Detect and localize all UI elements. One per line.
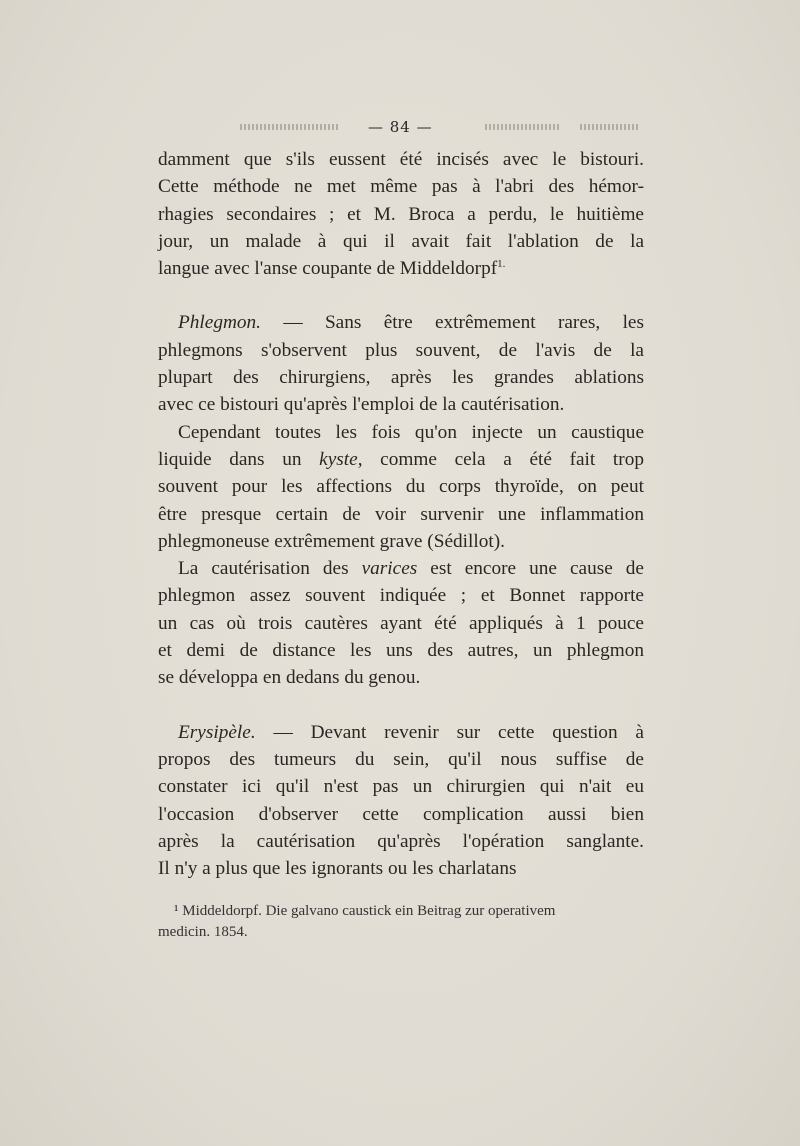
- text-line: Il n'y a plus que les ignorants ou les charlatans: [158, 858, 517, 880]
- text-segment: — Sans être extrêmement rares, les: [261, 312, 644, 334]
- text-line: [158, 446, 644, 473]
- print-smudge: [240, 124, 340, 130]
- paragraph: [158, 309, 644, 418]
- text-segment: La cautérisation des: [178, 558, 349, 580]
- page-number: — 84 —: [368, 118, 433, 136]
- print-smudge: [485, 124, 560, 130]
- italic-term: varices: [361, 558, 418, 580]
- print-smudge: [580, 124, 640, 130]
- text-line: et demi de distance les uns des autres, un phlegmon: [158, 640, 644, 662]
- text-segment: — Devant revenir sur cette question à: [255, 721, 644, 743]
- text-segment: langue avec l'anse coupante de Middeldorpf: [158, 258, 498, 280]
- footnote: [158, 901, 648, 943]
- footnote-line: medicin. 1854.: [158, 924, 248, 940]
- text-line: constater ici qu'il n'est pas un chirurgien qui n'ait eu: [158, 776, 644, 798]
- text-line: Cependant toutes les fois qu'on injecte un caustique: [178, 421, 644, 443]
- text-line: plupart des chirurgiens, après les grandes ablations: [158, 367, 644, 389]
- text-line: damment que s'ils eussent été incisés avec le bistouri.: [158, 149, 644, 170]
- text-line: l'occasion d'observer cette complication aussi bien: [158, 803, 644, 825]
- text-line: [158, 255, 644, 282]
- text-line: souvent pour les affections du corps thyroïde, on peut: [158, 476, 644, 498]
- text-line: phlegmon assez souvent indiquée ; et Bonnet rapporte: [158, 585, 644, 607]
- text-line: après la cautérisation qu'après l'opération sanglante.: [158, 830, 644, 852]
- text-line: être presque certain de voir survenir une inflammation: [158, 503, 644, 525]
- text-line: avec ce bistouri qu'après l'emploi de la cautérisation.: [158, 394, 565, 416]
- text-segment: liquide dans un: [158, 448, 302, 470]
- paragraph: [158, 719, 644, 883]
- text-line: [158, 555, 644, 582]
- italic-term: kyste: [319, 448, 358, 470]
- text-line: jour, un malade à qui il avait fait l'ablation de la: [158, 230, 644, 252]
- text-line: Cette méthode ne met même pas à l'abri des hémor-: [158, 176, 644, 198]
- paragraph: [158, 146, 644, 282]
- paragraph-gap: [158, 282, 644, 309]
- text-line: rhagies secondaires ; et M. Broca a perdu, le huitième: [158, 203, 644, 225]
- text-line: phlegmoneuse extrêmement grave (Sédillot).: [158, 530, 505, 552]
- text-line: [158, 309, 644, 336]
- paragraph-gap: [158, 692, 644, 719]
- text-line: phlegmons s'observent plus souvent, de l'avis de la: [158, 339, 644, 361]
- section-heading: Phlegmon.: [178, 312, 261, 334]
- section-heading: Erysipèle.: [178, 721, 256, 743]
- text-line: propos des tumeurs du sein, qu'il nous suffise de: [158, 748, 644, 770]
- text-segment: est encore une cause de: [430, 558, 644, 580]
- body-text: [158, 146, 644, 882]
- footnote-marker: 1.: [497, 258, 506, 271]
- text-line: se développa en dedans du genou.: [158, 667, 421, 689]
- text-segment: , comme cela a été fait trop: [357, 448, 644, 470]
- text-line: [158, 719, 644, 746]
- paragraph: [158, 555, 644, 691]
- footnote-line: ¹ Middeldorpf. Die galvano caustick ein Beitrag zur operativem: [174, 903, 556, 919]
- page-header: [240, 118, 650, 138]
- paragraph: [158, 419, 644, 555]
- text-line: un cas où trois cautères ayant été appliqués à 1 pouce: [158, 612, 644, 634]
